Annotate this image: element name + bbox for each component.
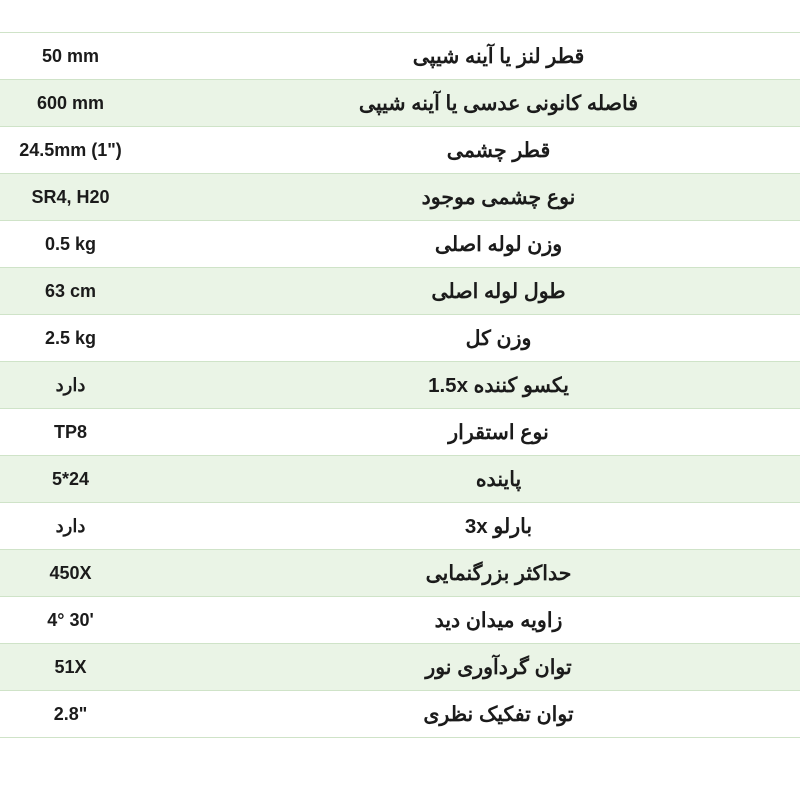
spec-label: قطر لنز یا آینه شیپی: [197, 33, 800, 80]
spec-value: دارد: [0, 503, 197, 550]
spec-label: بارلو 3x: [197, 503, 800, 550]
table-row: [0, 550, 800, 597]
table-row: [0, 221, 800, 268]
spec-label: پاینده: [197, 456, 800, 503]
spec-value: 50 mm: [0, 33, 197, 80]
table-row: [0, 503, 800, 550]
spec-label: نوع استقرار: [197, 409, 800, 456]
table-row: [0, 456, 800, 503]
spec-value: 600 mm: [0, 80, 197, 127]
spec-label: توان گردآوری نور: [197, 644, 800, 691]
spec-value: دارد: [0, 362, 197, 409]
table-row: [0, 174, 800, 221]
table-row: [0, 644, 800, 691]
spec-label: زاویه میدان دید: [197, 597, 800, 644]
spec-value: 0.5 kg: [0, 221, 197, 268]
spec-value: 24.5mm (1"): [0, 127, 197, 174]
specification-table: [0, 32, 800, 738]
table-row: [0, 80, 800, 127]
spec-value: 2.8": [0, 691, 197, 738]
table-row: [0, 597, 800, 644]
spec-value: SR4, H20: [0, 174, 197, 221]
table-row: [0, 33, 800, 80]
spec-label: قطر چشمی: [197, 127, 800, 174]
specification-table-body: [0, 33, 800, 738]
spec-label: حداکثر بزرگنمایی: [197, 550, 800, 597]
table-row: [0, 315, 800, 362]
spec-label: وزن کل: [197, 315, 800, 362]
table-row: [0, 409, 800, 456]
spec-value: 4° 30': [0, 597, 197, 644]
spec-label: توان تفکیک نظری: [197, 691, 800, 738]
spec-value: 51X: [0, 644, 197, 691]
table-row: [0, 691, 800, 738]
spec-label: طول لوله اصلی: [197, 268, 800, 315]
table-row: [0, 268, 800, 315]
spec-label: یکسو کننده 1.5x: [197, 362, 800, 409]
spec-label: نوع چشمی موجود: [197, 174, 800, 221]
table-row: [0, 127, 800, 174]
spec-value: 2.5 kg: [0, 315, 197, 362]
spec-label: وزن لوله اصلی: [197, 221, 800, 268]
spec-value: 5*24: [0, 456, 197, 503]
spec-value: 63 cm: [0, 268, 197, 315]
spec-label: فاصله کانونی عدسی یا آینه شیپی: [197, 80, 800, 127]
spec-value: 450X: [0, 550, 197, 597]
spec-value: TP8: [0, 409, 197, 456]
table-row: [0, 362, 800, 409]
